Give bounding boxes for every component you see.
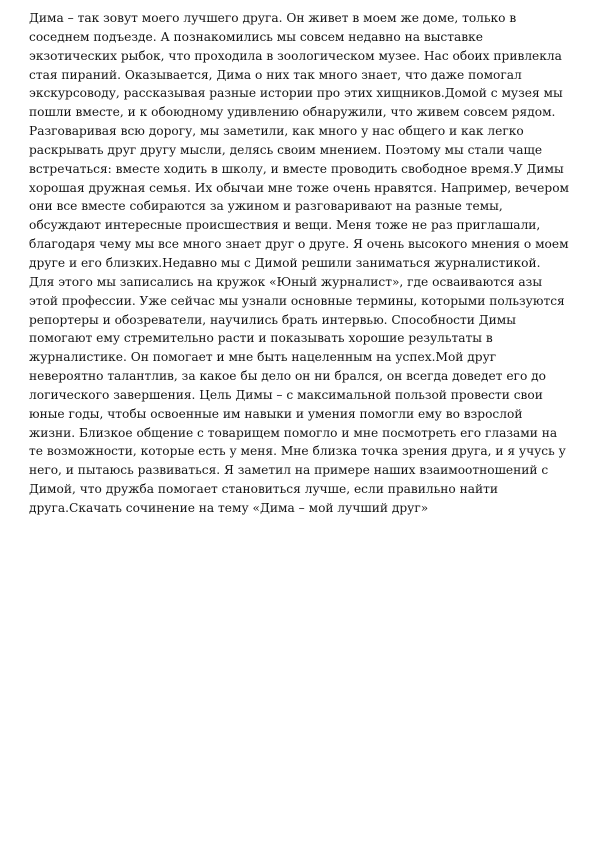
text-line: Дима – так зовут моего лучшего друга. Он живет в моем же доме, только в	[29, 11, 517, 25]
text-line: экзотических рыбок, что проходила в зоологическом музее. Нас обоих привлекла	[29, 48, 562, 63]
text-line: те возможности, которые есть у меня. Мне близка точка зрения друга, и я учусь у	[29, 444, 566, 459]
text-line: раскрывать друг другу мысли, делясь своим мнением. Поэтому мы стали чаще	[29, 142, 543, 157]
text-line: Для этого мы записались на кружок «Юный журналист», где осваиваются азы	[29, 274, 543, 289]
text-line: благодаря чему мы все много знает друг о друге. Я очень высокого мнения о моем	[29, 237, 569, 252]
text-line: логического завершения. Цель Димы – с максимальной пользой провести свои	[29, 387, 543, 402]
text-line: Димой, что дружба помогает становиться лучше, если правильно найти	[29, 482, 499, 497]
text-line: они все вместе собираются за ужином и разговаривают на разные темы,	[29, 199, 503, 214]
text-line: него, и пытаюсь развиваться. Я заметил на примере наших взаимоотношений с	[29, 463, 549, 478]
text-line: жизни. Близкое общение с товарищем помогло и мне посмотреть его глазами на	[29, 425, 558, 440]
text-line: друге и его близких.Недавно мы с Димой решили заниматься журналистикой.	[29, 255, 541, 270]
text-line: встречаться: вместе ходить в школу, и вместе проводить свободное время.У Димы	[29, 161, 564, 176]
text-line: соседнем подъезде. А познакомились мы совсем недавно на выставке	[29, 29, 483, 44]
text-line: друга.Скачать сочинение на тему «Дима – мой лучший друг»	[29, 500, 429, 515]
text-line: хорошая дружная семья. Их обычаи мне тоже очень нравятся. Например, вечером	[29, 180, 570, 195]
text-line: Разговаривая всю дорогу, мы заметили, как много у нас общего и как легко	[29, 124, 524, 139]
text-line: юные годы, чтобы освоенные им навыки и умения помогли ему во взрослой	[29, 406, 523, 421]
text-line: пошли вместе, и к обоюдному удивлению обнаружили, что живем совсем рядом.	[29, 105, 556, 120]
text-line: помогают ему стремительно расти и показывать хорошие результаты в	[29, 331, 493, 346]
text-line: журналистике. Он помогает и мне быть нацеленным на успех.Мой друг	[29, 350, 497, 365]
text-line: обсуждают интересные происшествия и вещи. Меня тоже не раз приглашали,	[29, 218, 541, 233]
text-line: репортеры и обозреватели, научились брать интервью. Способности Димы	[29, 312, 516, 327]
text-line: стая пираний. Оказывается, Дима о них так много знает, что даже помогал	[29, 67, 522, 82]
text-line: невероятно талантлив, за какое бы дело он ни брался, он всегда доведет его до	[29, 369, 546, 384]
text-line: этой профессии. Уже сейчас мы узнали основные термины, которыми пользуются	[29, 293, 565, 308]
essay-text	[29, 9, 574, 518]
text-line: экскурсоводу, рассказывая разные истории про этих хищников.Домой с музея мы	[29, 86, 563, 101]
